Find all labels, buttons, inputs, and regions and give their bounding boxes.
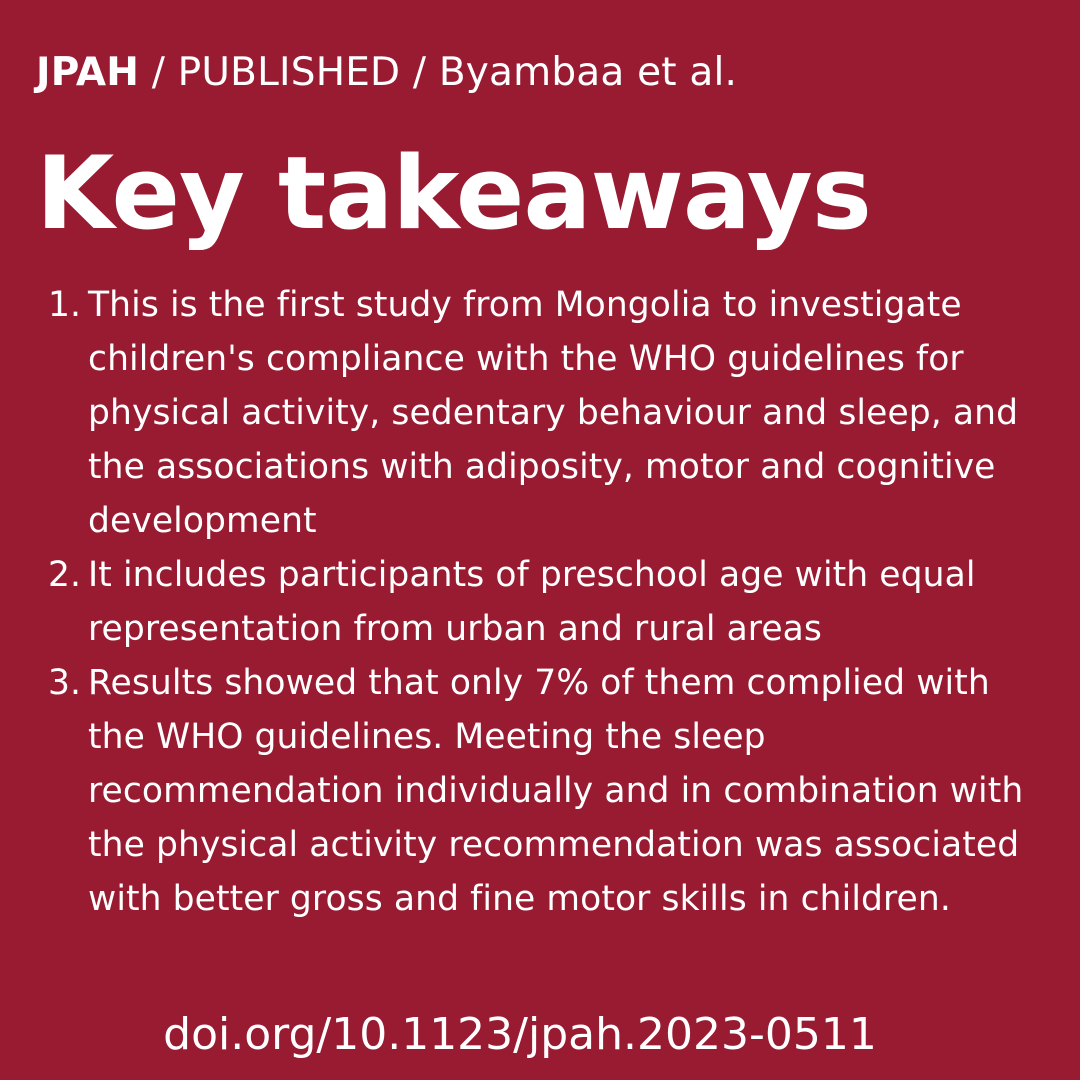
takeaways-list [0, 278, 1080, 926]
takeaway-text: This is the first study from Mongolia to investigate children's compliance with the WHO guidelines for physical activity, sedentary behaviour and sleep, and the associations with adiposity, motor and cognitive development [88, 285, 1019, 541]
takeaway-text: It includes participants of preschool age with equal representation from urban and rural areas [88, 555, 976, 649]
takeaway-item [0, 548, 1080, 656]
journal-name: JPAH [36, 50, 140, 95]
publication-status: / PUBLISHED / Byambaa et al. [151, 50, 738, 95]
header-line [36, 46, 737, 100]
doi-link[interactable]: doi.org/10.1123/jpah.2023-0511 [163, 1009, 877, 1060]
takeaway-number: 3. [48, 663, 82, 703]
takeaway-item [0, 278, 1080, 548]
takeaway-text: Results showed that only 7% of them complied with the WHO guidelines. Meeting the sleep recommendation individually and in combination with the physical activity recommendation was associated with better gross and fine motor skills in children. [88, 663, 1024, 919]
takeaway-item [0, 656, 1080, 926]
takeaway-number: 1. [48, 285, 82, 325]
page-title: Key takeaways [36, 134, 871, 252]
takeaway-number: 2. [48, 555, 82, 595]
